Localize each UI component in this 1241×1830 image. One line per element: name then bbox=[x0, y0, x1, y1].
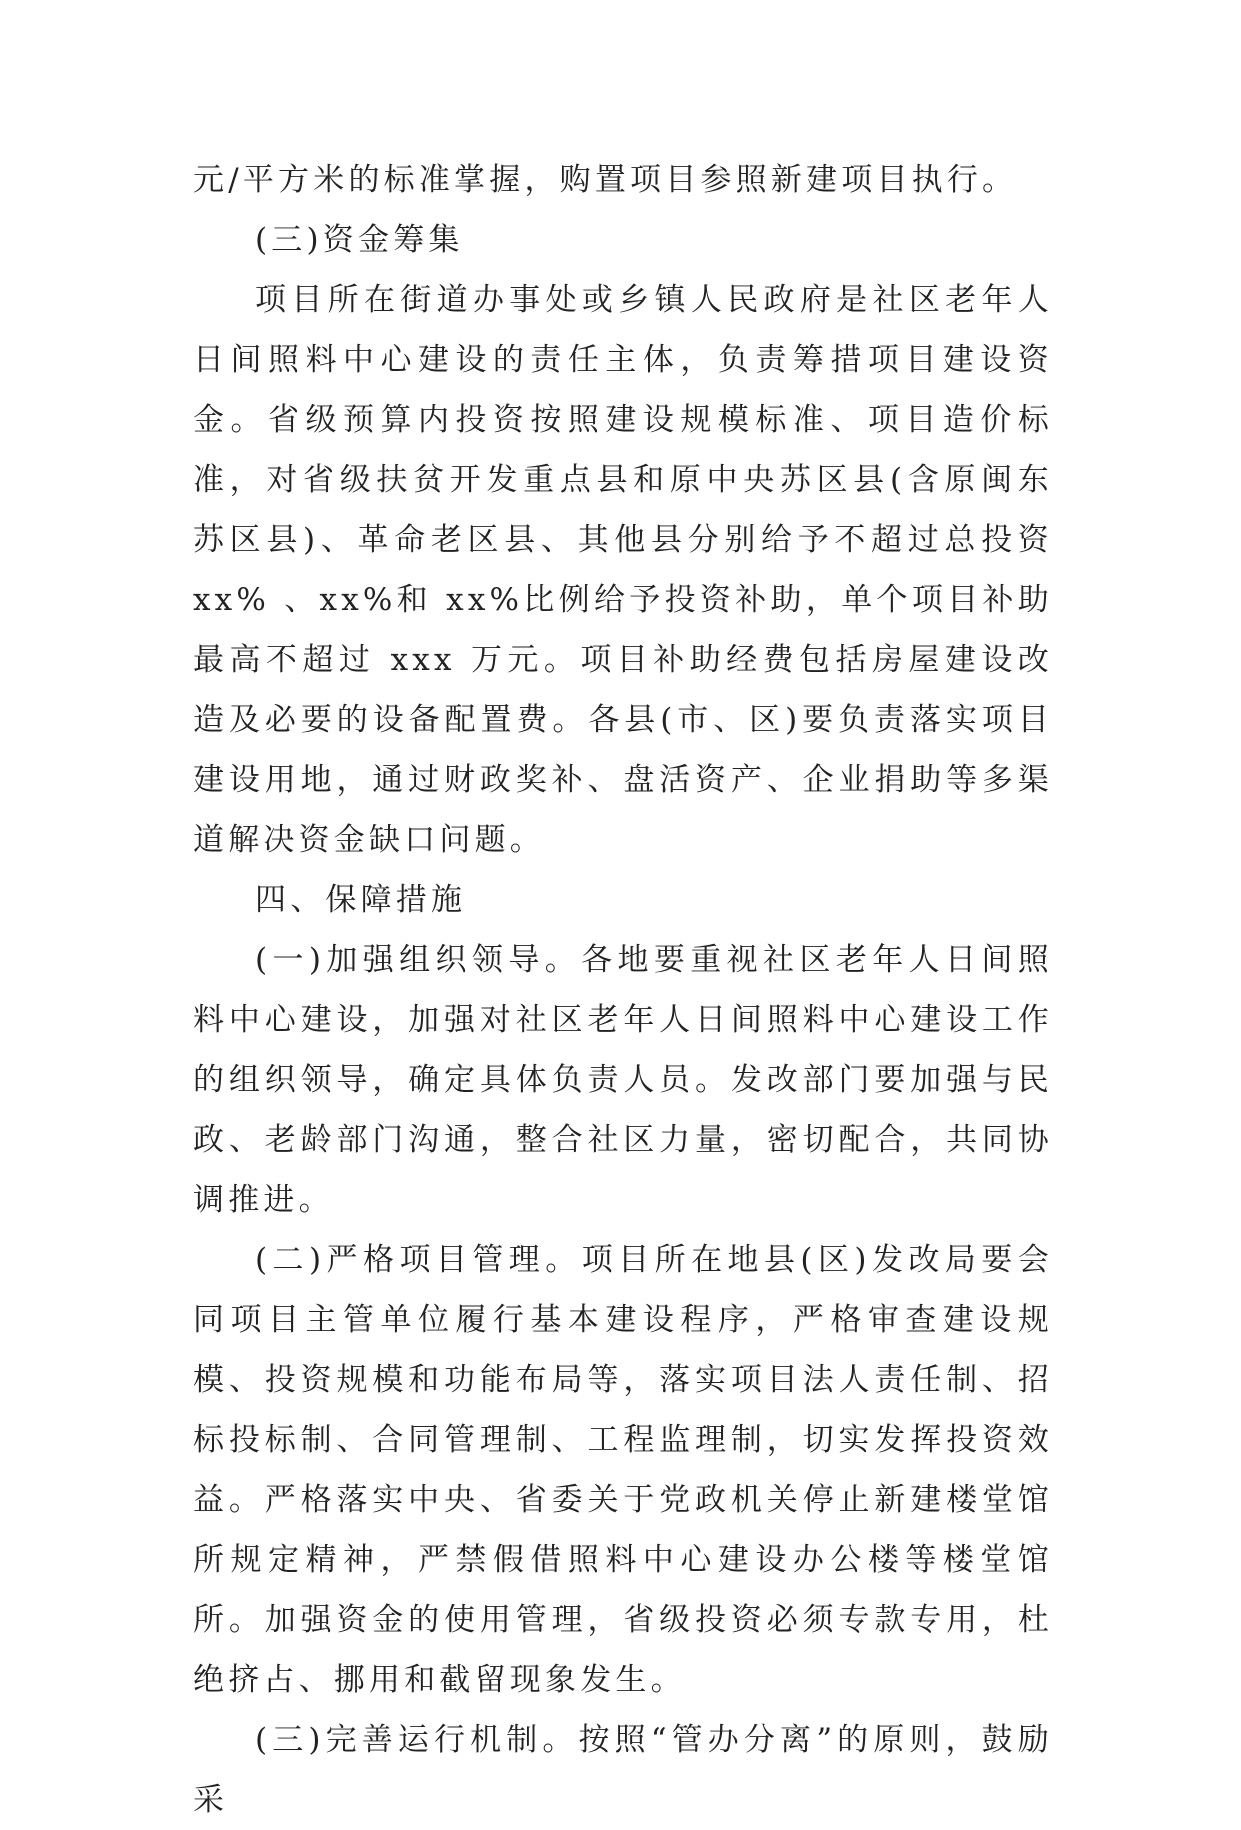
paragraph-project-management: (二)严格项目管理。项目所在地县(区)发改局要会同项目主管单位履行基本建设程序，严格审查建设规模、投资规模和功能布局等，落实项目法人责任制、招标投标制、合同管理制、工程监理制，切实发挥投资效益。严格落实中央、省委关于党政机关停止新建楼堂馆所规定精神，严禁假借照料中心建设办公楼等楼堂馆所。加强资金的使用管理，省级投资必须专款专用，杜绝挤占、挪用和截留现象发生。 bbox=[193, 1242, 1053, 1698]
paragraph-funding: 项目所在街道办事处或乡镇人民政府是社区老年人日间照料中心建设的责任主体，负责筹措项目建设资金。省级预算内投资按照建设规模标准、项目造价标准，对省级扶贫开发重点县和原中央苏区县(含原闽东苏区县)、革命老区县、其他县分别给予不超过总投资 xx% 、xx%和 xx%比例给予投资补助，单个项目补助最高不超过 xxx 万元。项目补助经费包括房屋建设改造及必要的设备配置费。各县(市、区)要负责落实项目建设用地，通过财政奖补、盘活资产、企业捐助等多渠道解决资金缺口问题。 bbox=[193, 282, 1053, 858]
paragraph-leadership: (一)加强组织领导。各地要重视社区老年人日间照料中心建设，加强对社区老年人日间照料中心建设工作的组织领导，确定具体负责人员。发改部门要加强与民政、老龄部门沟通，整合社区力量，密切配合，共同协调推进。 bbox=[193, 942, 1053, 1218]
heading-funding: (三)资金筹集 bbox=[255, 222, 464, 258]
paragraph-operation-mechanism: (三)完善运行机制。按照“管办分离”的原则，鼓励采 bbox=[193, 1722, 1053, 1818]
paragraph-standard-tail: 元/平方米的标准掌握，购置项目参照新建项目执行。 bbox=[193, 162, 1018, 198]
heading-safeguards: 四、保障措施 bbox=[255, 882, 467, 918]
document-body bbox=[193, 150, 1053, 1830]
